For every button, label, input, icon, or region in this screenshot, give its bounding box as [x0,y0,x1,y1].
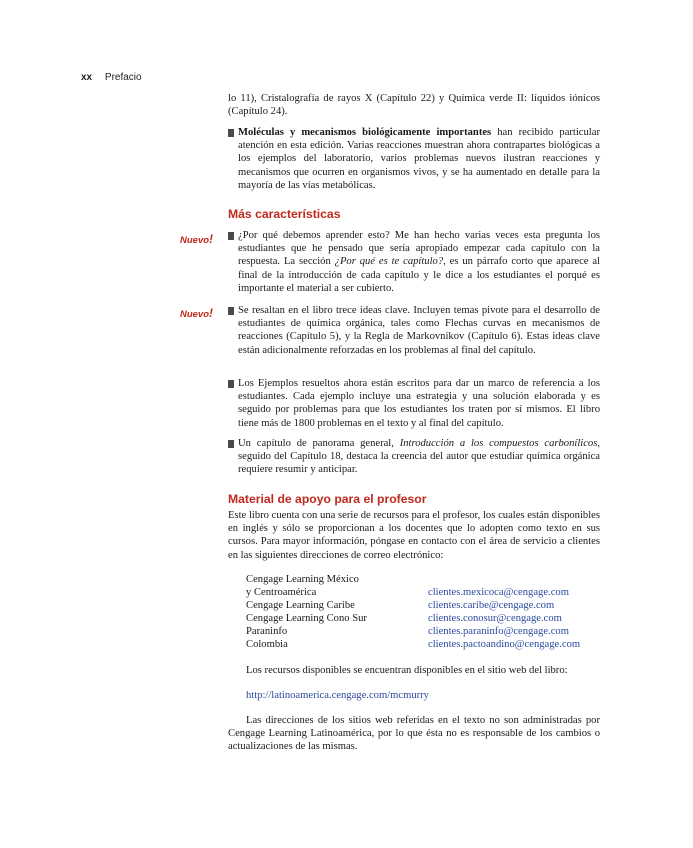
bullet-italic: ¿Por qué es te capítulo? [334,256,444,268]
bullet-body: han recibido particular atención en esta edición. Varias reacciones muestran ahora contrapartes biológicas a los ejemplos del laboratorio, varios problemas nuevos ilustran reacciones y mecanismos que ocurren en organismos vivos, y se ha aumentado en detalle para la mayoría de las vías metabólicas. [238,127,600,191]
bullet-marker [228,307,234,315]
bullet-bold: Moléculas y mecanismos biológicamente importantes [238,127,492,138]
contact-region: Cengage Learning Caribe [246,600,355,611]
contact-region: Cengage Learning México [246,574,359,585]
contact-region: y Centroamérica [246,587,317,598]
nuevo-text: Nuevo [180,235,210,246]
section-name: Prefacio [104,72,142,83]
continuation-text: lo 11), Cristalografía de rayos X (Capítulo 22) y Química verde II: líquidos iónicos (Capítulo 24). [228,93,600,118]
page-number: xx [81,72,93,83]
bullet-marker [228,440,234,448]
bullet-text: Los Ejemplos resueltos ahora están escritos para dar un marco de referencia a los estudiantes. Cada ejemplo incluye una estrategia y una solución elaborada y es seguido por problemas para que los estudiantes los traten por sí mismos. El libro tiene más de 1800 problemas en el texto y al final del capítulo. [238,378,600,429]
disclaimer-paragraph: Las direcciones de los sitios web referidas en el texto no son administradas por Cengage Learning Latinoamérica, por lo que ésta no es responsable de los cambios o actualizaciones de las mismas. [228,715,600,753]
bullet-ejemplos [228,377,600,430]
bullet-body-post: , seguido del Capítulo 18, destaca la creencia del autor que estudiar química orgánica requiere resumir y anticipar. [238,438,600,476]
bullet-body-pre: ¿Por qué debemos aprender esto? Me han hecho varias veces esta pregunta los estudiantes que he pensado que sería apropiado empezar cada capítulo con la respuesta. La sección [238,230,600,268]
bullet-text [238,126,600,192]
disclaimer-block [228,714,600,754]
heading-material-apoyo: Material de apoyo para el profesor [228,492,427,506]
heading-mas-caracteristicas: Más características [228,207,341,221]
contact-region: Paraninfo [246,626,288,637]
contact-email-link[interactable]: clientes.caribe@cengage.com [428,600,555,611]
website-link[interactable]: http://latinoamerica.cengage.com/mcmurry [246,690,429,701]
contact-region: Cengage Learning Cono Sur [246,613,367,624]
bullet-marker [228,380,234,388]
bullet-marker [228,232,234,240]
bullet-moleculas [228,126,600,192]
nuevo-text: Nuevo [180,309,210,320]
resources-line: Los recursos disponibles se encuentran disponibles en el sitio web del libro: [246,665,568,676]
top-continuation [228,92,600,118]
bullet-italic: Introducción a los compuestos carbonílicos [399,438,598,449]
bullet-por-que [228,229,600,295]
apoyo-intro [228,509,600,562]
bullet-text [238,437,600,477]
bullet-ideas-clave [228,304,600,357]
nuevo-exclamation: ! [209,306,214,320]
contact-email-link[interactable]: clientes.paraninfo@cengage.com [428,626,569,637]
contact-region: Colombia [246,639,288,650]
nuevo-label-1 [180,232,213,246]
bullet-marker [228,129,234,137]
intro-paragraph: Este libro cuenta con una serie de recursos para el profesor, los cuales están disponibles en inglés y sólo se proporcionan a los docentes que lo adopten como texto en sus cursos. Para mayor información, póngase en contacto con el área de servicio a clientes en las siguientes direcciones de correo electrónico: [228,510,600,561]
bullet-body-pre: Un capítulo de panorama general, [238,438,400,449]
bullet-text [238,229,600,295]
nuevo-exclamation: ! [209,232,214,246]
contact-email-link[interactable]: clientes.conosur@cengage.com [428,613,562,624]
contact-email-link[interactable]: clientes.mexicoca@cengage.com [428,587,569,598]
nuevo-label-2 [180,306,213,320]
bullet-body-post: , es un párrafo corto que aparece al final de la introducción de cada capítulo y le dice a los estudiantes el porqué es importante el material a ser cubierto. [238,256,601,294]
bullet-panorama [228,437,600,477]
bullet-text: Se resaltan en el libro trece ideas clave. Incluyen temas pivote para el desarrollo de estudiantes de química orgánica, tales como Flechas curvas en mecanismos de reacciones (Capítulo 5), y la Regla de Markovnikov (Capítulo 6). Estas ideas clave están adicionalmente reforzadas en los problemas al final del capítulo. [238,305,600,356]
running-header [81,72,142,83]
contact-email-link[interactable]: clientes.pactoandino@cengage.com [428,639,581,650]
